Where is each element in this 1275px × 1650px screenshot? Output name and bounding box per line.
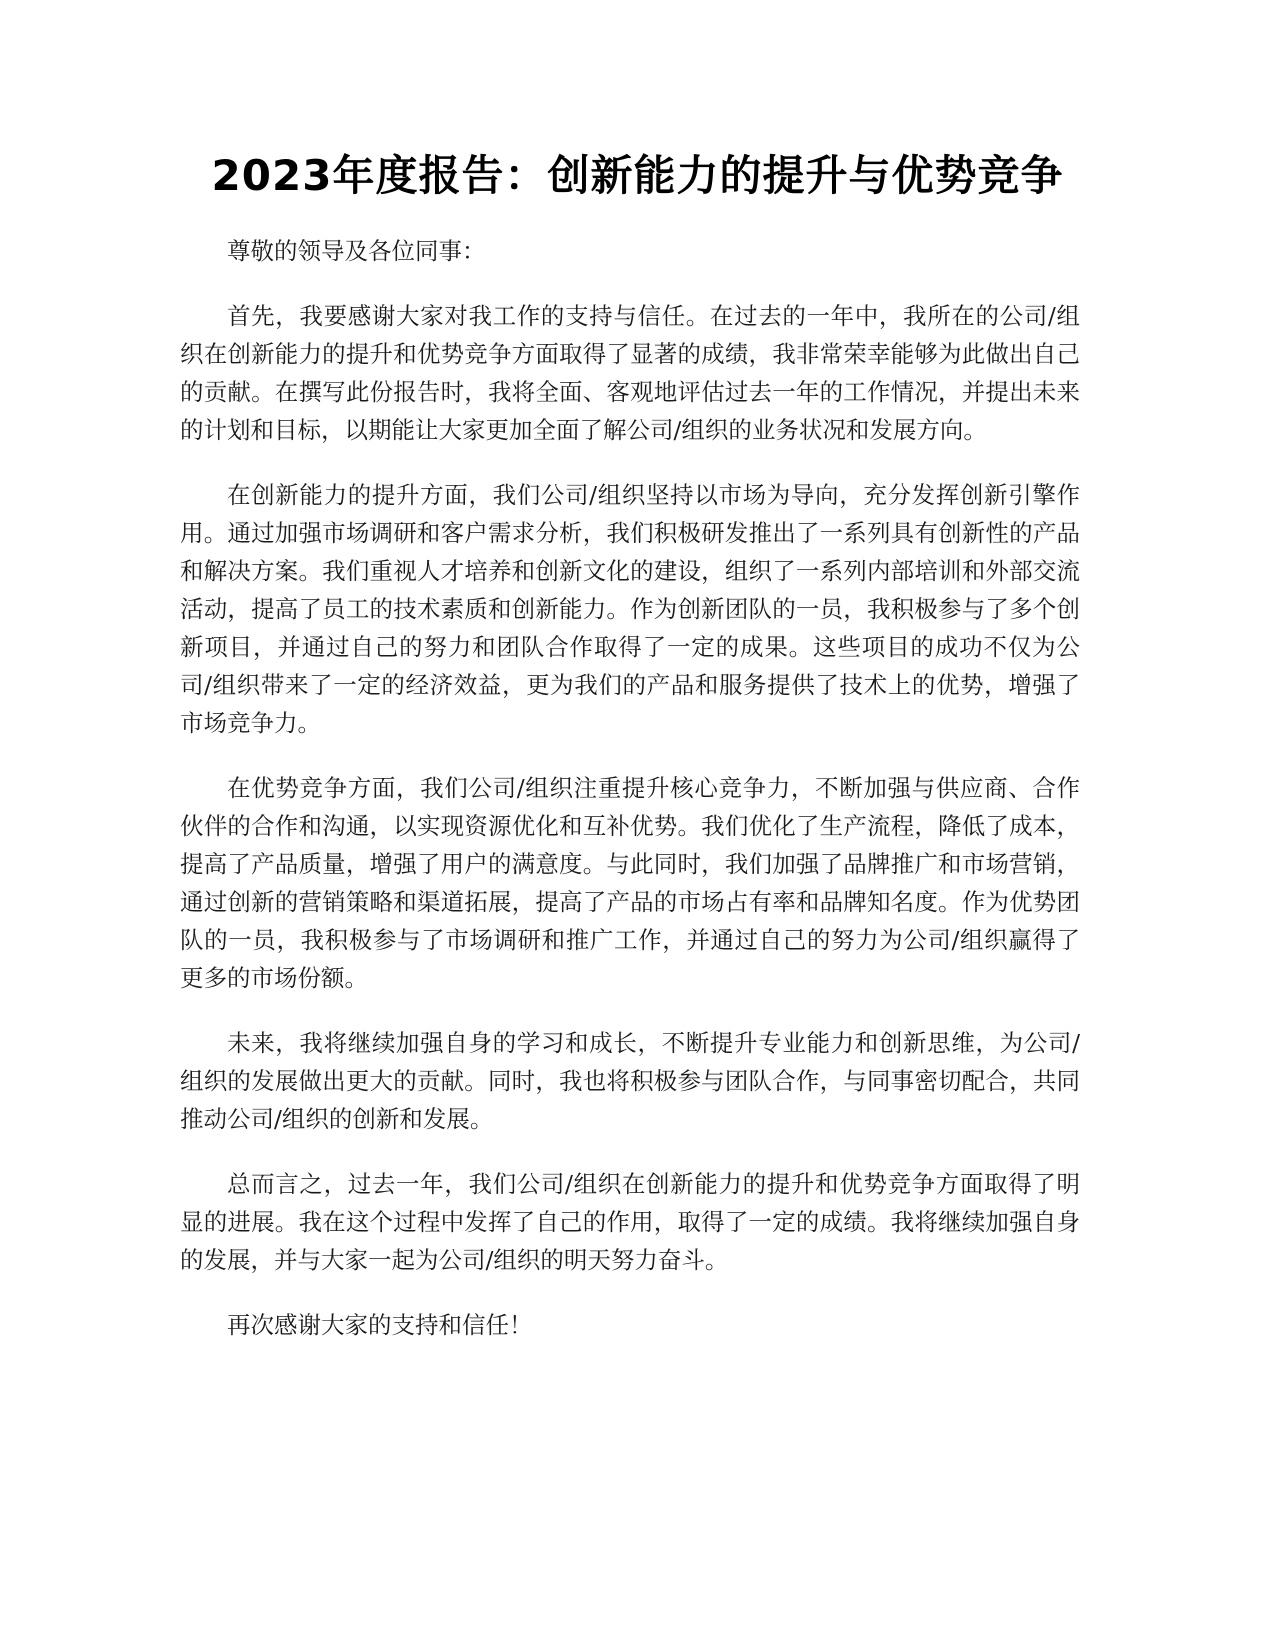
paragraph-future: 未来，我将继续加强自身的学习和成长，不断提升专业能力和创新思维，为公司/组织的发展做出更大的贡献。同时，我也将积极参与团队合作，与同事密切配合，共同推动公司/组织的创新和发展。 [180, 1029, 1080, 1133]
document-title: 2023年度报告：创新能力的提升与优势竞争 [211, 151, 1064, 200]
salutation: 尊敬的领导及各位同事： [227, 237, 486, 265]
document-body [180, 232, 1080, 1371]
paragraph-competition: 在优势竞争方面，我们公司/组织注重提升核心竞争力，不断加强与供应商、合作伙伴的合作和沟通，以实现资源优化和互补优势。我们优化了生产流程，降低了成本，提高了产品质量，增强了用户的满意度。与此同时，我们加强了品牌推广和市场营销，通过创新的营销策略和渠道拓展，提高了产品的市场占有率和品牌知名度。作为优势团队的一员，我积极参与了市场调研和推广工作，并通过自己的努力为公司/组织赢得了更多的市场份额。 [180, 774, 1080, 992]
closing-line: 再次感谢大家的支持和信任！ [227, 1311, 533, 1339]
paragraph-innovation: 在创新能力的提升方面，我们公司/组织坚持以市场为导向，充分发挥创新引擎作用。通过加强市场调研和客户需求分析，我们积极研发推出了一系列具有创新性的产品和解决方案。我们重视人才培养和创新文化的建设，组织了一系列内部培训和外部交流活动，提高了员工的技术素质和创新能力。作为创新团队的一员，我积极参与了多个创新项目，并通过自己的努力和团队合作取得了一定的成果。这些项目的成功不仅为公司/组织带来了一定的经济效益，更为我们的产品和服务提供了技术上的优势，增强了市场竞争力。 [180, 481, 1080, 737]
paragraph-intro: 首先，我要感谢大家对我工作的支持与信任。在过去的一年中，我所在的公司/组织在创新能力的提升和优势竞争方面取得了显著的成绩，我非常荣幸能够为此做出自己的贡献。在撰写此份报告时，我将全面、客观地评估过去一年的工作情况，并提出未来的计划和目标，以期能让大家更加全面了解公司/组织的业务状况和发展方向。 [180, 302, 1080, 444]
paragraph-summary: 总而言之，过去一年，我们公司/组织在创新能力的提升和优势竞争方面取得了明显的进展。我在这个过程中发挥了自己的作用，取得了一定的成绩。我将继续加强自身的发展，并与大家一起为公司/组织的明天努力奋斗。 [180, 1170, 1080, 1274]
